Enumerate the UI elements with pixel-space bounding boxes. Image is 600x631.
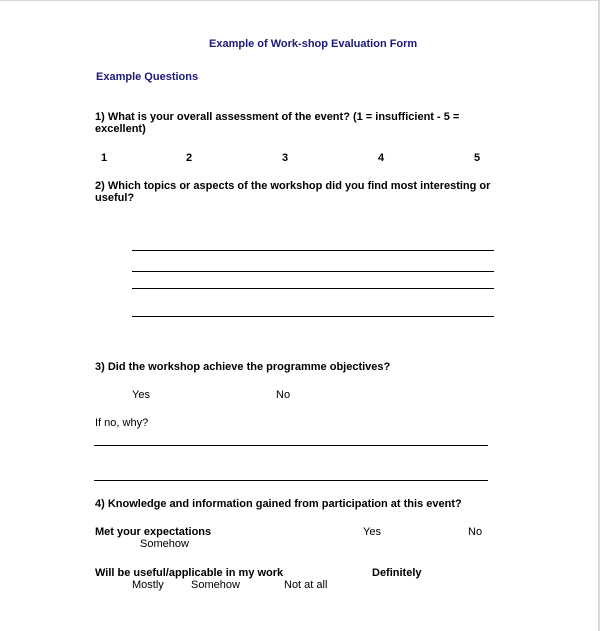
answer-line[interactable]: [132, 250, 494, 251]
form-title: Example of Work-shop Evaluation Form: [209, 38, 418, 50]
answer-line[interactable]: [132, 316, 494, 317]
met-option-no[interactable]: No: [468, 526, 483, 538]
scale-option-5[interactable]: 5: [474, 152, 481, 164]
answer-line[interactable]: [132, 288, 494, 289]
why-label: If no, why?: [95, 417, 149, 429]
scale-option-2[interactable]: 2: [186, 152, 193, 164]
useful-option-not-at-all[interactable]: Not at all: [284, 579, 328, 591]
question-2-cont: useful?: [95, 192, 135, 204]
met-option-somehow[interactable]: Somehow: [140, 538, 189, 550]
useful-option-mostly[interactable]: Mostly: [132, 579, 164, 591]
answer-line[interactable]: [94, 480, 488, 481]
option-no[interactable]: No: [276, 389, 291, 401]
answer-line[interactable]: [94, 445, 488, 446]
question-1-cont: excellent): [95, 123, 146, 135]
met-expectations-label: Met your expectations: [95, 526, 212, 538]
question-1: 1) What is your overall assessment of the event? (1 = insufficient - 5 =: [95, 111, 460, 123]
scale-option-4[interactable]: 4: [378, 152, 385, 164]
useful-option-definitely[interactable]: Definitely: [372, 567, 422, 579]
scale-option-3[interactable]: 3: [282, 152, 289, 164]
section-heading: Example Questions: [96, 71, 199, 83]
useful-option-somehow[interactable]: Somehow: [191, 579, 240, 591]
option-yes[interactable]: Yes: [132, 389, 150, 401]
answer-line[interactable]: [132, 271, 494, 272]
met-option-yes[interactable]: Yes: [363, 526, 381, 538]
question-3: 3) Did the workshop achieve the programme objectives?: [95, 361, 391, 373]
question-4: 4) Knowledge and information gained from participation at this event?: [95, 498, 462, 510]
scale-option-1[interactable]: 1: [101, 152, 108, 164]
question-2: 2) Which topics or aspects of the workshop did you find most interesting or: [95, 180, 491, 192]
useful-label: Will be useful/applicable in my work: [95, 567, 284, 579]
